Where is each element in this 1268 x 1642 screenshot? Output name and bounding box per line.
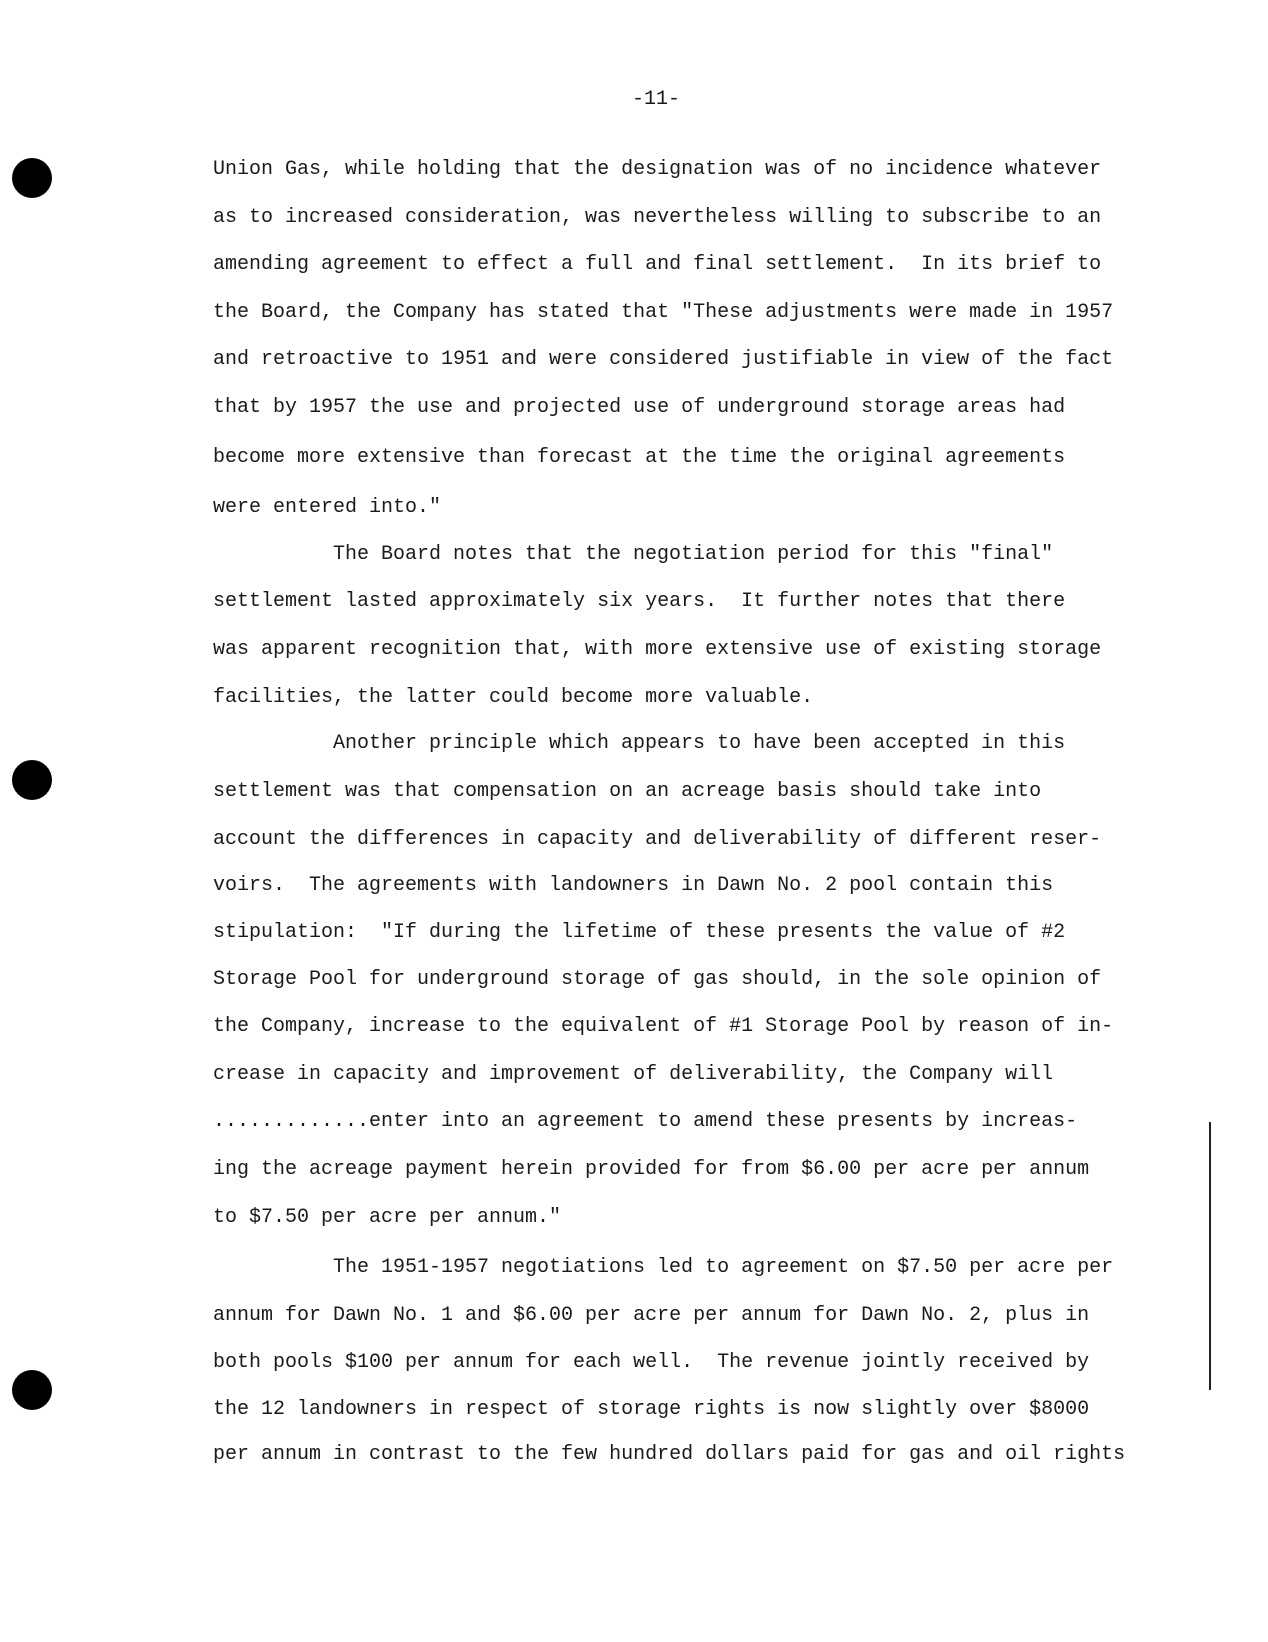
text-line: as to increased consideration, was nevertheless willing to subscribe to an bbox=[213, 206, 1102, 229]
text-line: The 1951-1957 negotiations led to agreement on $7.50 per acre per bbox=[333, 1256, 1114, 1279]
punch-hole bbox=[12, 158, 52, 198]
text-line: the 12 landowners in respect of storage rights is now slightly over $8000 bbox=[213, 1398, 1090, 1421]
text-line: The Board notes that the negotiation period for this "final" bbox=[333, 543, 1054, 566]
punch-hole bbox=[12, 1370, 52, 1410]
text-line: the Company, increase to the equivalent of #1 Storage Pool by reason of in- bbox=[213, 1015, 1114, 1038]
punch-hole bbox=[12, 760, 52, 800]
text-line: ing the acreage payment herein provided for from $6.00 per acre per annum bbox=[213, 1158, 1090, 1181]
text-line: settlement was that compensation on an acreage basis should take into bbox=[213, 780, 1042, 803]
text-line: account the differences in capacity and deliverability of different reser- bbox=[213, 828, 1102, 851]
text-line: Another principle which appears to have been accepted in this bbox=[333, 732, 1066, 755]
page-edge-line bbox=[1209, 1122, 1211, 1390]
text-line: both pools $100 per annum for each well. The revenue jointly received by bbox=[213, 1351, 1090, 1374]
text-line: crease in capacity and improvement of deliverability, the Company will bbox=[213, 1063, 1054, 1086]
text-line: Storage Pool for underground storage of gas should, in the sole opinion of bbox=[213, 968, 1102, 991]
text-line: were entered into." bbox=[213, 496, 442, 519]
text-line: the Board, the Company has stated that "These adjustments were made in 1957 bbox=[213, 301, 1114, 324]
text-line: voirs. The agreements with landowners in Dawn No. 2 pool contain this bbox=[213, 874, 1054, 897]
text-line: and retroactive to 1951 and were considered justifiable in view of the fact bbox=[213, 348, 1114, 371]
text-line: that by 1957 the use and projected use of underground storage areas had bbox=[213, 396, 1066, 419]
text-line: become more extensive than forecast at the time the original agreements bbox=[213, 446, 1066, 469]
text-line: to $7.50 per acre per annum." bbox=[213, 1206, 562, 1229]
text-line: Union Gas, while holding that the designation was of no incidence whatever bbox=[213, 158, 1102, 181]
text-line: was apparent recognition that, with more extensive use of existing storage bbox=[213, 638, 1102, 661]
text-line: per annum in contrast to the few hundred dollars paid for gas and oil rights bbox=[213, 1443, 1126, 1466]
text-line: facilities, the latter could become more valuable. bbox=[213, 686, 814, 709]
text-line: annum for Dawn No. 1 and $6.00 per acre per annum for Dawn No. 2, plus in bbox=[213, 1304, 1090, 1327]
text-line: amending agreement to effect a full and final settlement. In its brief to bbox=[213, 253, 1102, 276]
text-line: stipulation: "If during the lifetime of these presents the value of #2 bbox=[213, 921, 1066, 944]
text-line: settlement lasted approximately six years. It further notes that there bbox=[213, 590, 1066, 613]
text-line: .............enter into an agreement to amend these presents by increas- bbox=[213, 1110, 1078, 1133]
page-number: -11- bbox=[632, 88, 681, 111]
